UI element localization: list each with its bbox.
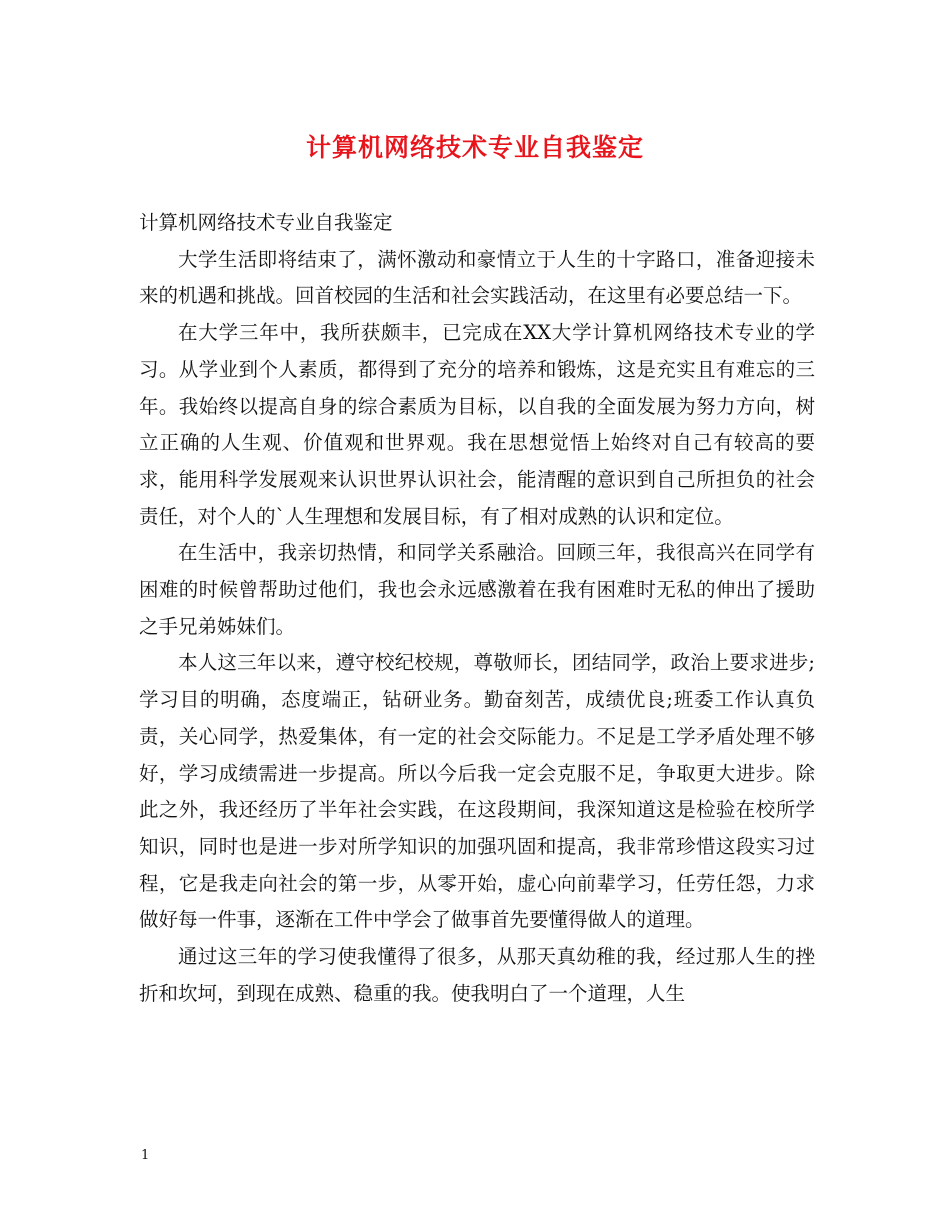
page-number: 1 <box>141 1148 150 1163</box>
paragraph: 在生活中，我亲切热情，和同学关系融洽。回顾三年，我很高兴在同学有困难的时候曾帮助过他们，我也会永远感激着在我有困难时无私的伸出了援助之手兄弟姊妹们。 <box>139 541 815 638</box>
paragraph: 通过这三年的学习使我懂得了很多，从那天真幼稚的我，经过那人生的挫折和坎坷，到现在成熟、稳重的我。使我明白了一个道理，人生 <box>139 945 815 1005</box>
document-body <box>139 205 815 1012</box>
paragraph: 在大学三年中，我所获颇丰，已完成在XX大学计算机网络技术专业的学习。从学业到个人素质，都得到了充分的培养和锻炼，这是充实且有难忘的三年。我始终以提高自身的综合素质为目标，以自我的全面发展为努力方向，树立正确的人生观、价值观和世界观。我在思想觉悟上始终对自己有较高的要求，能用科学发展观来认识世界认识社会，能清醒的意识到自己所担负的社会责任，对个人的`人生理想和发展目标，有了相对成熟的认识和定位。 <box>139 321 815 528</box>
document-title: 计算机网络技术专业自我鉴定 <box>305 133 644 162</box>
document-subtitle: 计算机网络技术专业自我鉴定 <box>139 211 393 234</box>
paragraph: 大学生活即将结束了，满怀激动和豪情立于人生的十字路口，准备迎接未来的机遇和挑战。回首校园的生活和社会实践活动，在这里有必要总结一下。 <box>139 247 815 308</box>
paragraph: 本人这三年以来，遵守校纪校规，尊敬师长，团结同学，政治上要求进步;学习目的明确，态度端正，钻研业务。勤奋刻苦，成绩优良;班委工作认真负责，关心同学，热爱集体，有一定的社会交际能力。不足是工学矛盾处理不够好，学习成绩需进一步提高。所以今后我一定会克服不足，争取更大进步。除此之外，我还经历了半年社会实践，在这段期间，我深知道这是检验在校所学知识，同时也是进一步对所学知识的加强巩固和提高，我非常珍惜这段实习过程，它是我走向社会的第一步，从零开始，虚心向前辈学习，任劳任怨，力求做好每一件事，逐渐在工件中学会了做事首先要懂得做人的道理。 <box>139 651 815 932</box>
